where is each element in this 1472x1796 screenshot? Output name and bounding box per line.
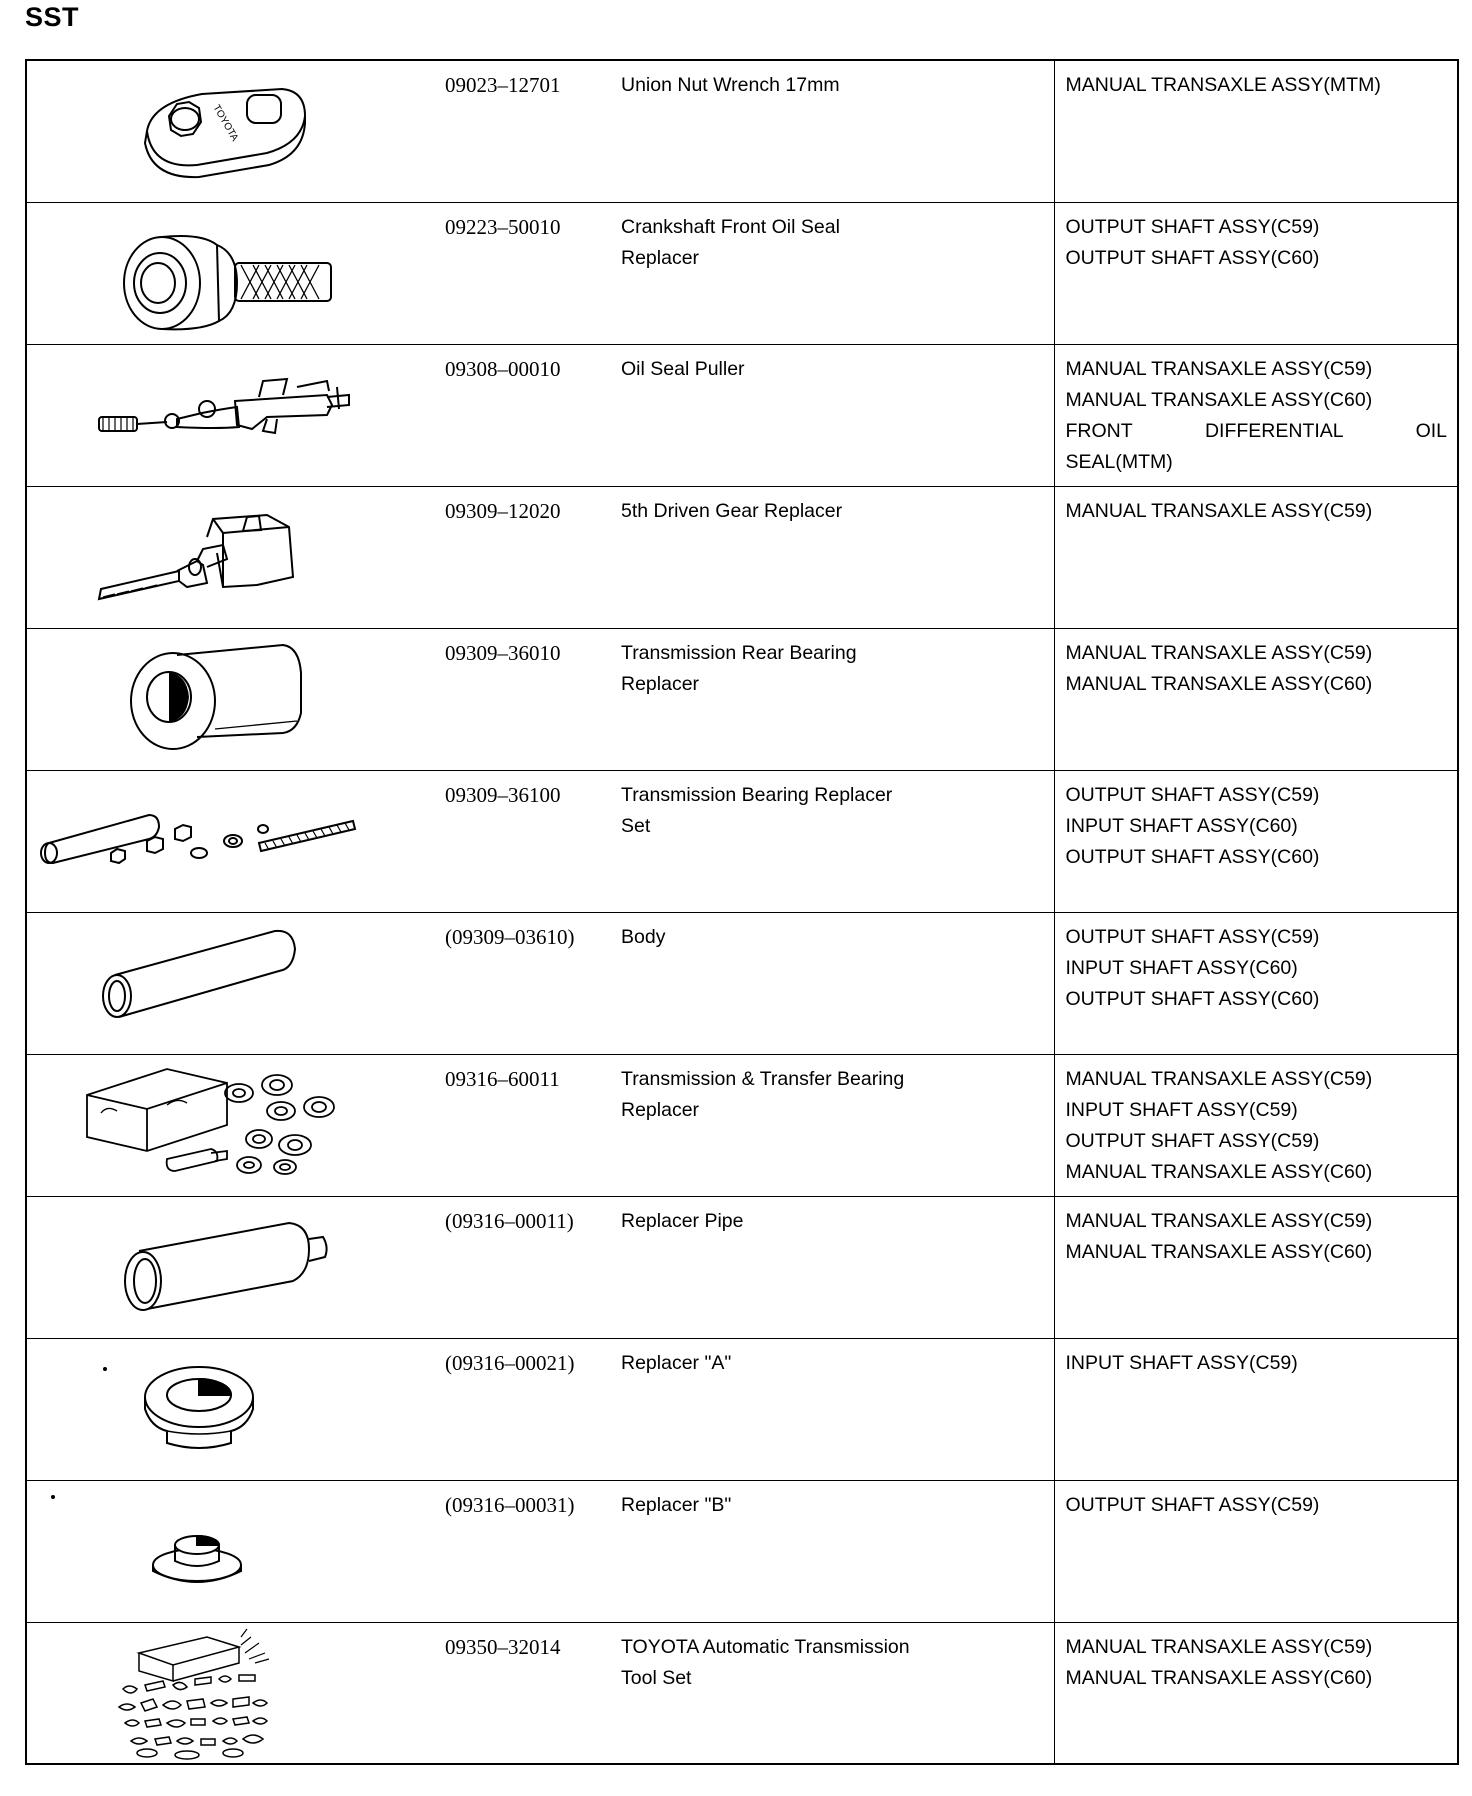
tool-name: Body: [621, 925, 666, 948]
tool-illustration: [27, 771, 438, 913]
application-item: MANUAL TRANSAXLE ASSY(C60): [1065, 1666, 1373, 1689]
tool-illustration: [27, 1197, 438, 1339]
tool-illustration: [27, 345, 438, 487]
tool-illustration: [27, 203, 438, 345]
application-cell: [1054, 1480, 1458, 1622]
application-cell: [1054, 770, 1458, 912]
application-cell: [1054, 344, 1458, 486]
tool-illustration: [27, 1623, 438, 1765]
tool-name-cell: [605, 1480, 1054, 1622]
part-number: 09308–00010: [437, 344, 605, 486]
application-item: FRONT DIFFERENTIAL OIL: [1065, 419, 1447, 442]
tool-name: Oil Seal Puller: [621, 357, 745, 380]
tool-illustration-cell: [26, 486, 437, 628]
tool-name-cell: [605, 344, 1054, 486]
table-row: [26, 1622, 1458, 1764]
table-row: [26, 60, 1458, 202]
application-item: MANUAL TRANSAXLE ASSY(C60): [1065, 1160, 1373, 1183]
application-item: MANUAL TRANSAXLE ASSY(C59): [1065, 499, 1373, 522]
application-item: OUTPUT SHAFT ASSY(C60): [1065, 845, 1320, 868]
table-row: [26, 912, 1458, 1054]
tool-illustration: [27, 1481, 438, 1623]
table-row: [26, 770, 1458, 912]
table-row: [26, 1196, 1458, 1338]
table-row: [26, 1054, 1458, 1196]
part-number: 09316–60011: [437, 1054, 605, 1196]
tool-illustration-cell: [26, 60, 437, 202]
application-item: MANUAL TRANSAXLE ASSY(C59): [1065, 1067, 1373, 1090]
svg-text:TOYOTA: TOYOTA: [210, 103, 241, 144]
application-item: INPUT SHAFT ASSY(C59): [1065, 1098, 1298, 1121]
application-cell: [1054, 486, 1458, 628]
part-number: 09023–12701: [437, 60, 605, 202]
tool-name-cell: [605, 1196, 1054, 1338]
tool-illustration-cell: [26, 1054, 437, 1196]
tool-name: Replacer "B": [621, 1493, 732, 1516]
application-item: MANUAL TRANSAXLE ASSY(MTM): [1065, 74, 1381, 96]
tool-name: Transmission & Transfer Bearing Replacer: [621, 1067, 905, 1121]
table-row: [26, 628, 1458, 770]
part-number: 09309–12020: [437, 486, 605, 628]
tool-name-cell: [605, 1054, 1054, 1196]
tool-name: Crankshaft Front Oil Seal Replacer: [621, 215, 840, 269]
tool-name: Union Nut Wrench 17mm: [621, 74, 840, 96]
tool-illustration-cell: [26, 1622, 437, 1764]
tool-name: Replacer Pipe: [621, 1209, 744, 1232]
tool-name-cell: [605, 1622, 1054, 1764]
tool-name: Transmission Rear Bearing Replacer: [621, 641, 857, 695]
application-item: MANUAL TRANSAXLE ASSY(C60): [1065, 672, 1373, 695]
part-number: (09316–00031): [437, 1480, 605, 1622]
part-number: 09309–36100: [437, 770, 605, 912]
application-item: OUTPUT SHAFT ASSY(C59): [1065, 1129, 1320, 1152]
part-number: 09350–32014: [437, 1622, 605, 1764]
part-number: 09223–50010: [437, 202, 605, 344]
tool-name-cell: [605, 770, 1054, 912]
application-cell: [1054, 1338, 1458, 1480]
application-item: MANUAL TRANSAXLE ASSY(C59): [1065, 357, 1373, 380]
application-item: MANUAL TRANSAXLE ASSY(C59): [1065, 1635, 1373, 1658]
table-row: [26, 1480, 1458, 1622]
tool-illustration-cell: [26, 202, 437, 344]
application-cell: [1054, 60, 1458, 202]
table-row: [26, 1338, 1458, 1480]
part-number: (09316–00011): [437, 1196, 605, 1338]
tool-illustration: [27, 487, 438, 629]
application-item: INPUT SHAFT ASSY(C60): [1065, 956, 1298, 979]
table-row: [26, 202, 1458, 344]
part-number: (09309–03610): [437, 912, 605, 1054]
tool-name: 5th Driven Gear Replacer: [621, 499, 843, 522]
tool-illustration: [27, 61, 438, 203]
application-item: OUTPUT SHAFT ASSY(C60): [1065, 246, 1320, 269]
tool-name-cell: [605, 486, 1054, 628]
page-title: SST: [25, 2, 80, 32]
tool-illustration-cell: [26, 1338, 437, 1480]
application-cell: [1054, 1622, 1458, 1764]
tool-illustration: [27, 1339, 438, 1481]
table-row: [26, 486, 1458, 628]
tool-illustration-cell: [26, 1480, 437, 1622]
application-item: MANUAL TRANSAXLE ASSY(C59): [1065, 1209, 1373, 1232]
tool-illustration-cell: [26, 1196, 437, 1338]
part-number: (09316–00021): [437, 1338, 605, 1480]
application-item: OUTPUT SHAFT ASSY(C59): [1065, 783, 1320, 806]
application-cell: [1054, 202, 1458, 344]
tool-illustration: [27, 1055, 438, 1197]
application-item: OUTPUT SHAFT ASSY(C60): [1065, 987, 1320, 1010]
tool-illustration-cell: [26, 344, 437, 486]
application-item: MANUAL TRANSAXLE ASSY(C60): [1065, 1240, 1373, 1263]
table-row: [26, 344, 1458, 486]
tool-illustration-cell: [26, 912, 437, 1054]
application-item: INPUT SHAFT ASSY(C59): [1065, 1351, 1298, 1374]
application-item: OUTPUT SHAFT ASSY(C59): [1065, 1493, 1320, 1516]
application-cell: [1054, 1054, 1458, 1196]
application-item: MANUAL TRANSAXLE ASSY(C60): [1065, 388, 1373, 411]
application-cell: [1054, 912, 1458, 1054]
tool-name-cell: [605, 60, 1054, 202]
application-item: INPUT SHAFT ASSY(C60): [1065, 814, 1298, 837]
tool-name-cell: [605, 1338, 1054, 1480]
application-item: OUTPUT SHAFT ASSY(C59): [1065, 215, 1320, 238]
part-number: 09309–36010: [437, 628, 605, 770]
tool-name: Replacer "A": [621, 1351, 732, 1374]
tool-illustration: [27, 913, 438, 1055]
tool-name: TOYOTA Automatic Transmission Tool Set: [621, 1635, 910, 1689]
tool-name-cell: [605, 628, 1054, 770]
tool-name-cell: [605, 912, 1054, 1054]
tool-illustration-cell: [26, 628, 437, 770]
application-item: OUTPUT SHAFT ASSY(C59): [1065, 925, 1320, 948]
application-cell: [1054, 628, 1458, 770]
application-cell: [1054, 1196, 1458, 1338]
tool-name: Transmission Bearing Replacer Set: [621, 783, 893, 837]
sst-table: [25, 59, 1459, 1765]
application-item: MANUAL TRANSAXLE ASSY(C59): [1065, 641, 1373, 664]
tool-name-cell: [605, 202, 1054, 344]
tool-illustration: [27, 629, 438, 771]
application-item: SEAL(MTM): [1065, 450, 1173, 473]
tool-illustration-cell: [26, 770, 437, 912]
